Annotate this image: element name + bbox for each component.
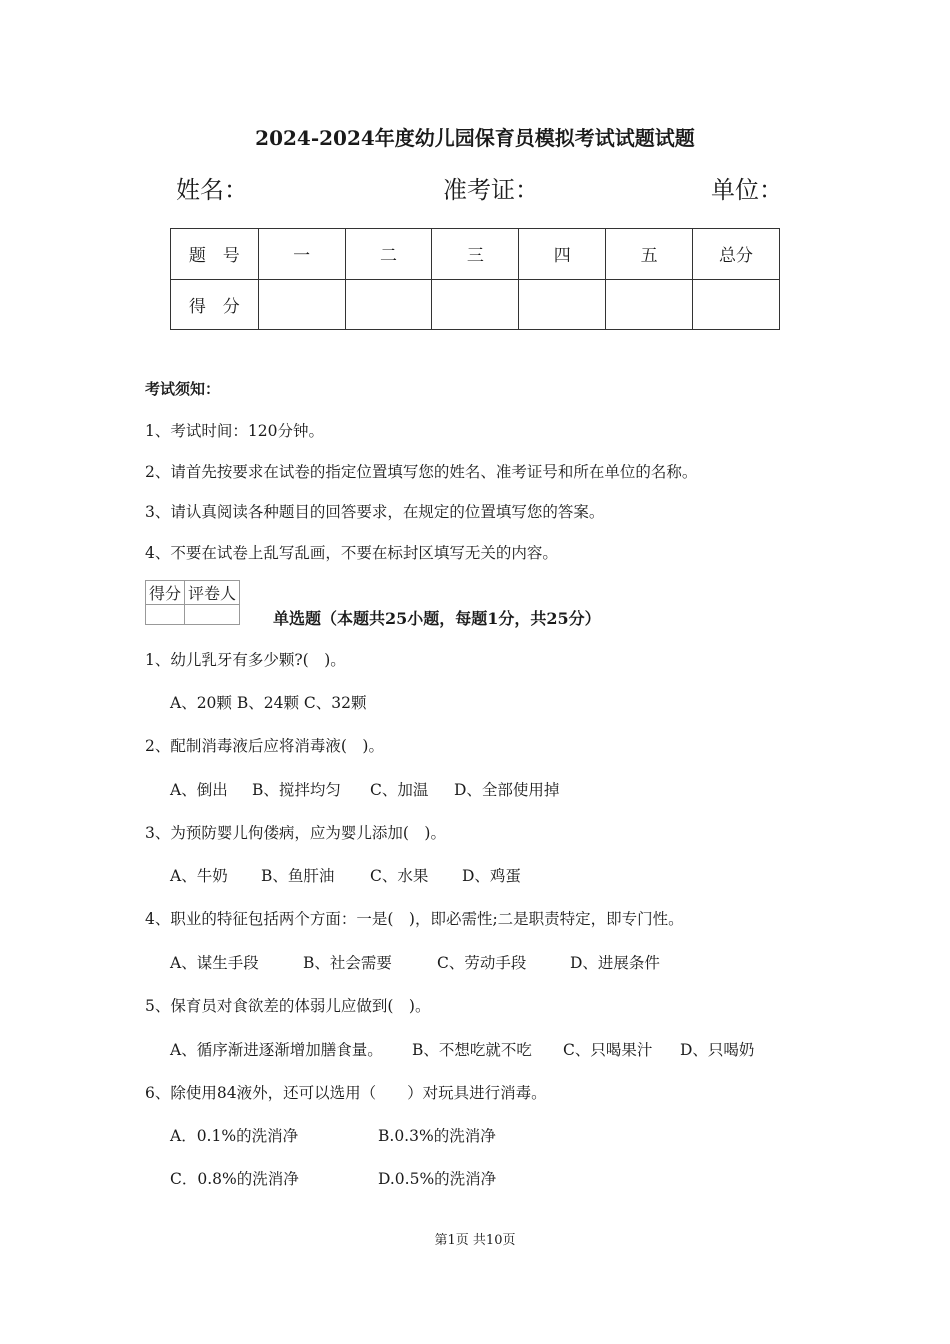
question-option: B、鱼肝油 [261, 867, 335, 885]
notes-title: 考试须知： [145, 380, 221, 398]
score-header-cell: 四 [519, 229, 606, 280]
name-field-label: 姓名： [176, 176, 248, 204]
score-row-label: 得 分 [171, 279, 259, 330]
note-item: 1、考试时间：120分钟。 [145, 422, 324, 440]
score-cell [345, 279, 432, 330]
exam-id-field-label: 准考证： [443, 176, 539, 204]
question-option: A、倒出 [170, 781, 228, 799]
question-option: C、水果 [370, 867, 429, 885]
question-option: D、只喝奶 [680, 1041, 755, 1059]
question-option: B、搅拌均匀 [252, 781, 341, 799]
grader-reviewer-label: 评卷人 [185, 581, 240, 605]
question-text: 1、幼儿乳牙有多少颗?( )。 [145, 651, 346, 669]
score-header-cell: 三 [432, 229, 519, 280]
score-cell [519, 279, 606, 330]
score-header-cell: 五 [606, 229, 693, 280]
question-option: D.0.5%的洗消净 [378, 1170, 497, 1188]
exam-title: 2024-2024年度幼儿园保育员模拟考试试题试题 [255, 126, 695, 150]
unit-field-label: 单位： [711, 176, 783, 204]
question-option: D、进展条件 [570, 954, 660, 972]
question-option: B、不想吃就不吃 [412, 1041, 532, 1059]
question-option: B.0.3%的洗消净 [378, 1127, 496, 1145]
score-cell [606, 279, 693, 330]
page-footer: 第1页 共10页 [434, 1233, 516, 1248]
score-header-cell: 题 号 [171, 229, 259, 280]
question-option: B、社会需要 [303, 954, 392, 972]
question-option: D、鸡蛋 [462, 867, 521, 885]
note-item: 3、请认真阅读各种题目的回答要求，在规定的位置填写您的答案。 [145, 503, 605, 521]
question-option: A、牛奶 [170, 867, 228, 885]
section-title: 单选题（本题共25小题，每题1分，共25分） [273, 609, 601, 628]
question-text: 2、配制消毒液后应将消毒液( )。 [145, 737, 384, 755]
grader-reviewer-cell [185, 605, 240, 625]
score-header-cell: 一 [258, 229, 345, 280]
question-option: C、加温 [370, 781, 429, 799]
score-cell [693, 279, 780, 330]
grader-box [145, 580, 240, 625]
question-option: C．0.8%的洗消净 [170, 1170, 299, 1188]
question-text: 4、职业的特征包括两个方面：一是( )，即必需性;二是职责特定，即专门性。 [145, 910, 684, 928]
question-option: A、20颗 B、24颗 C、32颗 [170, 694, 367, 712]
score-cell [258, 279, 345, 330]
grader-score-label: 得分 [146, 581, 185, 605]
question-option: A．0.1%的洗消净 [170, 1127, 299, 1145]
question-option: C、劳动手段 [437, 954, 527, 972]
score-table [170, 228, 780, 330]
score-header-cell: 总分 [693, 229, 780, 280]
question-option: A、谋生手段 [170, 954, 259, 972]
score-table-header-row [171, 229, 780, 280]
question-text: 6、除使用84液外，还可以选用（ ）对玩具进行消毒。 [145, 1084, 547, 1102]
question-text: 3、为预防婴儿佝偻病，应为婴儿添加( )。 [145, 824, 446, 842]
score-table-score-row [171, 279, 780, 330]
question-option: D、全部使用掉 [454, 781, 560, 799]
question-option: C、只喝果汁 [563, 1041, 653, 1059]
note-item: 2、请首先按要求在试卷的指定位置填写您的姓名、准考证号和所在单位的名称。 [145, 463, 698, 481]
score-cell [432, 279, 519, 330]
question-option: A、循序渐进逐渐增加膳食量。 [170, 1041, 383, 1059]
question-text: 5、保育员对食欲差的体弱儿应做到( )。 [145, 997, 431, 1015]
note-item: 4、不要在试卷上乱写乱画，不要在标封区填写无关的内容。 [145, 544, 558, 562]
score-header-cell: 二 [345, 229, 432, 280]
grader-score-cell [146, 605, 185, 625]
